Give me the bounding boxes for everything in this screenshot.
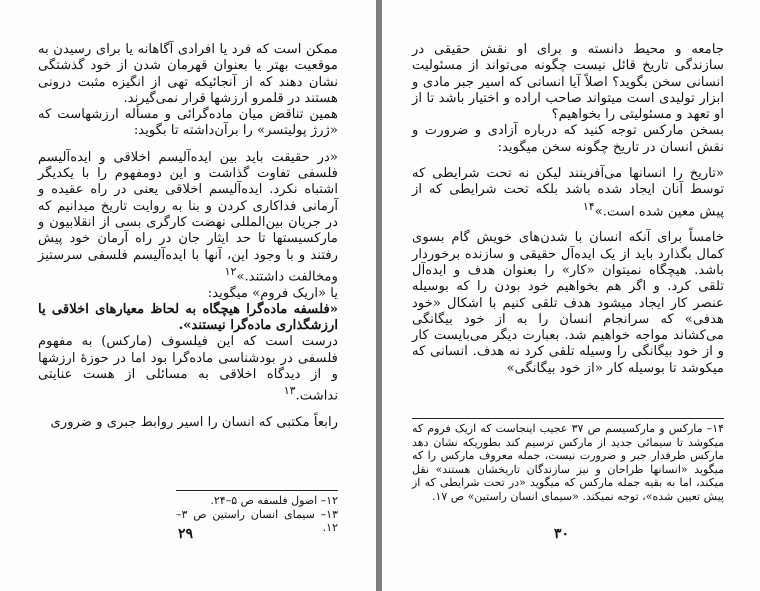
left-paragraph-2: همین تناقض میان ماده‌گرائی و مسأله ارزشهاست که «ژرژ پولیتسر» را برآن‌داشته تا بگوید:	[38, 107, 338, 139]
right-paragraph-1: جامعه و محیط دانسته و برای او نقش حقیقی در سازندگی تاریخ قائل نیست چگونه می‌تواند از مسئولیت انسانی سخن بگوید؟ اصلاً آیا انسانی که اسیر جبر مادی و ابزار تولیدی است میتواند صاحب اراده و اختیار باشد تا از او تعهد و مسئولیتی را بخواهیم؟	[412, 42, 724, 123]
right-paragraph-3: خامساً برای آنکه انسان با شدن‌های خویش گام بسوی کمال بگذارد باید از یک ایده‌آل حقیقی و سازنده برخوردار باشد. هیچگاه نمیتوان «کار» را بعنوان هدف و ایده‌آل تلقی کرد. و اگر هم بخواهیم خود بودن را که بوسیله عنصر کار ایجاد میشود هدف تلقی کنیم با اشکال «خود هدفی» که سرانجام انسان را به از خود بیگانگی می‌کشاند مواجه خواهیم شد. بعبارت دیگر می‌بایست کار و از خود بیگانگی را وسیله تلقی کرد نه هدف. انسانی که میکوشد تا بوسیله کار «از خود بیگانگی»	[412, 230, 724, 376]
left-footnotes	[176, 494, 338, 535]
right-paragraph-2: بسخن مارکس توجه کنید که درباره آزادی و ضرورت و نقش انسان در تاریخ چگونه سخن میگوید:	[412, 123, 724, 155]
left-footnote-rule	[176, 490, 338, 491]
marx-quote-text: «تاریخ را انسانها می‌آفرینند لیکن نه تحت شرایطی که توسط آنان ایجاد شده باشد بلکه تحت شرایطی که از پیش معین شده است.»	[412, 166, 724, 220]
footnote-ref-12: ۱۲	[224, 264, 237, 278]
left-page	[0, 0, 376, 591]
left-last-line: رابعاً مکتبی که انسان را اسیر روابط جبری و ضروری	[50, 415, 338, 431]
polizer-quote-text: «در حقیقت باید بین ایده‌آلیسم اخلاقی و ایده‌آلیسم فلسفی تفاوت گذاشت و این دومفهوم را با یکدیگر اشتباه نکرد. ایده‌آلیسم اخلاقی یعنی در راه عقیده و آرمانی فداکاری کردن و بنا به روایت تاریخ میدانیم که در جریان بین‌المللی نهضت کارگری بسی از انقلابیون و مارکسیستها تا حد ایثار جان در راه آرمان خود پیش رفتند و با وجود این، آنها با ایده‌آلیسم فلسفی سرستیز ومخالفت داشتند.»	[38, 149, 338, 285]
left-main-text	[38, 42, 338, 431]
left-paragraph-1: ممکن است که فرد یا افرادی آگاهانه یا برای رسیدن به موقعیت بهتر یا بعنوان قهرمان شدن از خود گذشتگی نشان دهند که از آنجائیکه تهی از انگیزه مثبت درونی هستند در قلمرو ارزشها قرار نمی‌گیرند.	[38, 42, 338, 106]
footnote-12: ۱۲– اصول فلسفه ص ۵–۲۴.	[210, 494, 338, 507]
right-page	[382, 0, 760, 591]
polizer-quote	[38, 150, 338, 286]
footnote-13: ۱۳– سیمای انسان راستین ص ۳–۱۲.	[176, 507, 338, 534]
right-main-text	[412, 42, 724, 377]
left-paragraph-3-text: درست است که این فیلسوف (مارکس) به مفهوم فلسفی در بودشناسی ماده‌گرا بود اما در حوزهٔ ارزشها و از دیدگاه اخلاقی به مسائلی از هست عنایتی نداشت.	[38, 334, 338, 404]
left-paragraph-3	[38, 334, 338, 405]
right-page-number: ۳۰	[554, 526, 570, 542]
left-page-number: ۲۹	[178, 526, 194, 542]
fromm-intro: یا «اریک فروم» میگوید:	[207, 285, 338, 301]
footnote-ref-14: ۱۴	[582, 199, 595, 213]
footnote-ref-13: ۱۳	[283, 384, 296, 398]
fromm-quote: «فلسفه ماده‌گرا هیچگاه به لحاظ معیارهای اخلاقی یا ارزشگذاری ماده‌گرا نیستند».	[38, 301, 338, 334]
footnote-14: ۱۴– مارکس و مارکسیسم ص ۳۷ عجیب اینجاست که اریک فروم که میکوشد تا سیمائی جدید از مارکس ترسیم کند بطوریکه نشان دهد مارکس طرفدار جبر و ضرورت نیست، جمله معروف مارکس را که میگوید «انسانها طراحان و نیز سازندگان تاریخشان هستند» نقل میکند، اما به بقیه جمله مارکس که میگوید «در تحت شرایطی که از پیش تعیین شده»، توجه نمیکند. «سیمای انسان راستین» ص ۱۷.	[412, 422, 725, 503]
marx-quote	[412, 166, 724, 220]
right-footnote-rule	[412, 418, 724, 419]
